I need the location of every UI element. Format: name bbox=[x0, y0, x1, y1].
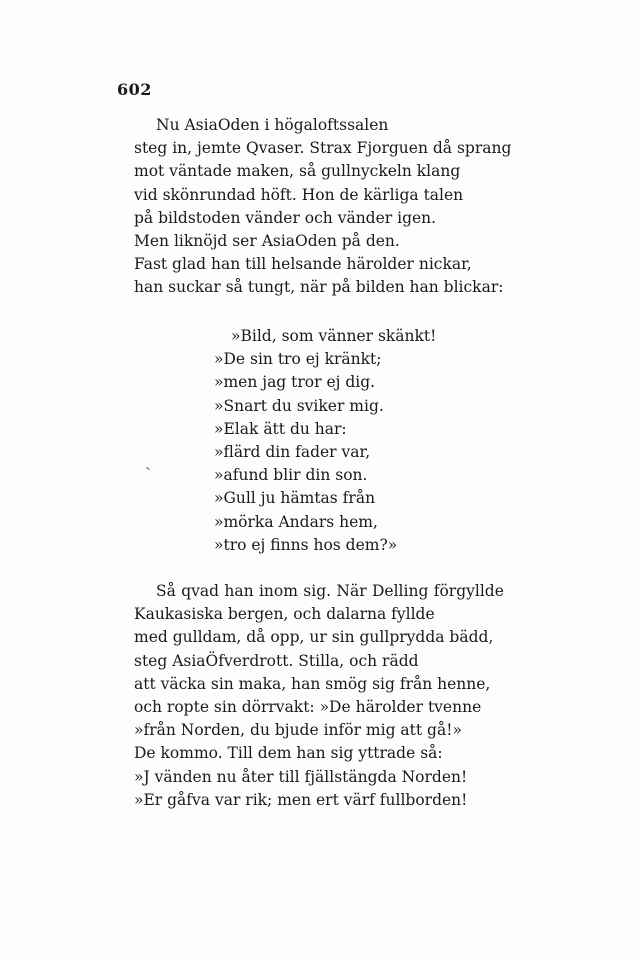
verse-line: »från Norden, du bjude inför mig att gå!» bbox=[134, 721, 462, 740]
stanza-song bbox=[214, 325, 436, 557]
verse-line: »De sin tro ej kränkt; bbox=[214, 350, 382, 369]
verse-line: »Bild, som vänner skänkt! bbox=[231, 327, 437, 345]
verse-line: steg AsiaÖfverdrott. Stilla, och rädd bbox=[134, 651, 419, 670]
verse-line: »flärd din fader var, bbox=[214, 442, 371, 461]
verse-line: »Er gåfva var rik; men ert värf fullborden! bbox=[134, 790, 468, 809]
verse-line: på bildstoden vänder och vänder igen. bbox=[134, 208, 437, 227]
verse-line: Kaukasiska bergen, och dalarna fyllde bbox=[134, 605, 435, 624]
verse-line: »J vänden nu åter till fjällstängda Norden! bbox=[134, 767, 468, 786]
verse-line: han suckar så tungt, när på bilden han blickar: bbox=[134, 278, 504, 297]
verse-line: Fast glad han till helsande härolder nickar, bbox=[134, 255, 472, 274]
verse-line: steg in, jemte Qvaser. Strax Fjorguen då sprang bbox=[134, 139, 512, 158]
verse-line: Nu AsiaOden i högaloftssalen bbox=[156, 116, 389, 134]
verse-line: »afund blir din son. bbox=[214, 466, 368, 485]
verse-line: mot väntade maken, så gullnyckeln klang bbox=[134, 162, 461, 181]
print-speck bbox=[146, 467, 150, 470]
verse-line: Så qvad han inom sig. När Delling förgyllde bbox=[156, 582, 504, 600]
verse-line: »Snart du sviker mig. bbox=[214, 396, 384, 415]
verse-line: vid skönrundad höft. Hon de kärliga talen bbox=[134, 185, 464, 204]
verse-line: att väcka sin maka, han smög sig från henne, bbox=[134, 674, 491, 693]
verse-line: »tro ej finns hos dem?» bbox=[214, 535, 398, 554]
verse-line: och ropte sin dörrvakt: »De härolder tvenne bbox=[134, 697, 482, 716]
stanza-narrative-opening bbox=[134, 114, 511, 300]
stanza-narrative-closing bbox=[134, 580, 504, 812]
verse-line: »Elak ätt du har: bbox=[214, 419, 347, 438]
verse-line: Men liknöjd ser AsiaOden på den. bbox=[134, 231, 400, 250]
verse-line: »men jag tror ej dig. bbox=[214, 373, 376, 392]
page-number: 602 bbox=[117, 80, 152, 99]
verse-line: De kommo. Till dem han sig yttrade så: bbox=[134, 744, 443, 763]
verse-line: med gulldam, då opp, ur sin gullprydda bädd, bbox=[134, 628, 494, 647]
verse-line: »mörka Andars hem, bbox=[214, 512, 378, 531]
verse-line: »Gull ju hämtas från bbox=[214, 489, 376, 508]
